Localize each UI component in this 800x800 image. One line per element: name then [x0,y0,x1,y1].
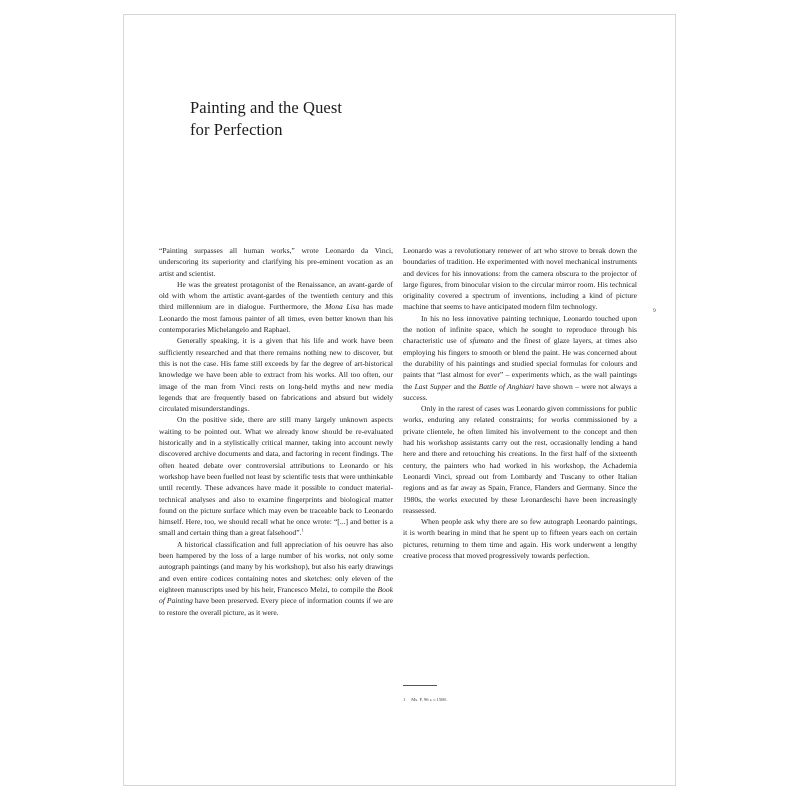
right-text-column [403,245,637,561]
page-number: 9 [653,308,656,314]
right-paragraph-4: When people ask why there are so few autograph Leonardo paintings, it is worth bearing in mind that he spent up to fifteen years each on certain pictures, returning to them time and again. His work underwent a lengthy creative process that moved progressively towards perfection. [403,517,637,561]
footnote-reference: 1 [301,527,304,533]
chapter-title-line-1: Painting and the Quest [190,98,343,117]
artwork-title-mona-lisa: Mona Lisa [325,302,360,312]
left-paragraph-4: On the positive side, there are still many largely unknown aspects waiting to be pointed out. What we already know should be re-evaluated historically and in a stylistically critical manner, taking into account newly discovered archive documents and data, and factoring in recent findings. The often heated debate over controversial attributions to Leonardo or his workshop have been fuelled not least by scientific tests that were unthinkable until recently. These advances have made it possible to conduct material-technical analyses and also to examine fingerprints and biological matter found on the picture surface which may even be traceable back to Leonardo himself. Here, too, we should recall what he once wrote: “[...] and better is a small and certain thing than a great falsehood”.$^1$ [159,415,393,538]
left-paragraph-1: “Painting surpasses all human works,” wrote Leonardo da Vinci, underscoring its superiority and clarifying his pre-eminent vocation as an artist and scientist. [159,246,393,278]
artwork-title-last-supper: Last Supper [414,381,452,391]
left-paragraph-2: He was the greatest protagonist of the Renaissance, an avant-garde of old with whom the artistic avant-gardes of the twentieth century and this third millennium are in dialogue. Furthermore, the Mona Lisa has made Leonardo the most famous painter of all times, even better known than his contemporaries Michelangelo and Raphael. [159,279,394,335]
left-paragraph-5: A historical classification and full appreciation of his oeuvre has also been hampered by the loss of a large number of his works, not only some autograph paintings (and many by his workshop), but also his early drawings and even entire codices containing notes and sketches: only eleven of the eighteen manuscripts used by his heir, Francesco Melzi, to compile the Book of Painting have been preserved. Every piece of information counts if we are to restore the overall picture, as it were. [159,539,393,617]
left-paragraph-3: Generally speaking, it is a given that his life and work have been sufficiently researched and that there remains nothing new to discover, but this is not the case. His fame still exceeds by far the degree of art-historical knowledge we have been able to extract from his works. All too often, our image of the man from Vinci rests on long-held myths and new media legends that are frequently based on fabrications and absurd but widely circulated misunderstandings. [159,336,393,414]
chapter-title-line-2: for Perfection [190,120,283,139]
footnote [403,697,447,703]
right-paragraph-3: Only in the rarest of cases was Leonardo given commissions for public works, enduring any related constraints; for works commissioned by a private clientele, he often limited his involvement to the concept and then had his workshop assistants carry out the rest, occasionally lending a hand here and there and retouching his creations. In the first half of the sixteenth century, the painters who had worked in his workshop, the Achademia Leonardi Vinci, spread out from Lombardy and Tuscany to other Italian regions and as far away as Spain, France, Flanders and Germany. Since the 1980s, the works executed by these Leonardeschi have been increasingly reassessed. [403,404,637,515]
footnote-number: 1 [403,697,406,702]
book-page [123,14,676,786]
right-paragraph-1: Leonardo was a revolutionary renewer of art who strove to break down the boundaries of tradition. He experimented with novel mechanical instruments and devices for his innovations: from the camera obscura to the projector of large figures, from binocular vision to the circular mirror room. His technical originality covered a spectrum of inventions, including a kind of picture machine that seems to have anticipated modern film technology. [403,246,637,312]
footnote-divider [403,685,437,686]
left-text-column [159,245,393,618]
footnote-text: Ms. F, 96 r, c.1508. [411,697,447,702]
book-title-book-of-painting: Book of Painting [159,584,393,606]
chapter-title [190,97,342,141]
right-paragraph-2: In his no less innovative painting technique, Leonardo touched upon the notion of infinite space, which he sought to reproduce through his characteristic use of sfumato and the finest of glaze layers, at times also employing his fingers to smooth or blend the paint. He was concerned about the durability of his paintings and studied special formulas for colours and paints that “last almost for ever” – experiments which, as the wall paintings the Last Supper and the Battle of Anghiari have shown – were not always a success. [403,313,637,402]
term-sfumato: sfumato [469,336,494,346]
artwork-title-battle-of-anghiari: Battle of Anghiari [478,381,534,391]
